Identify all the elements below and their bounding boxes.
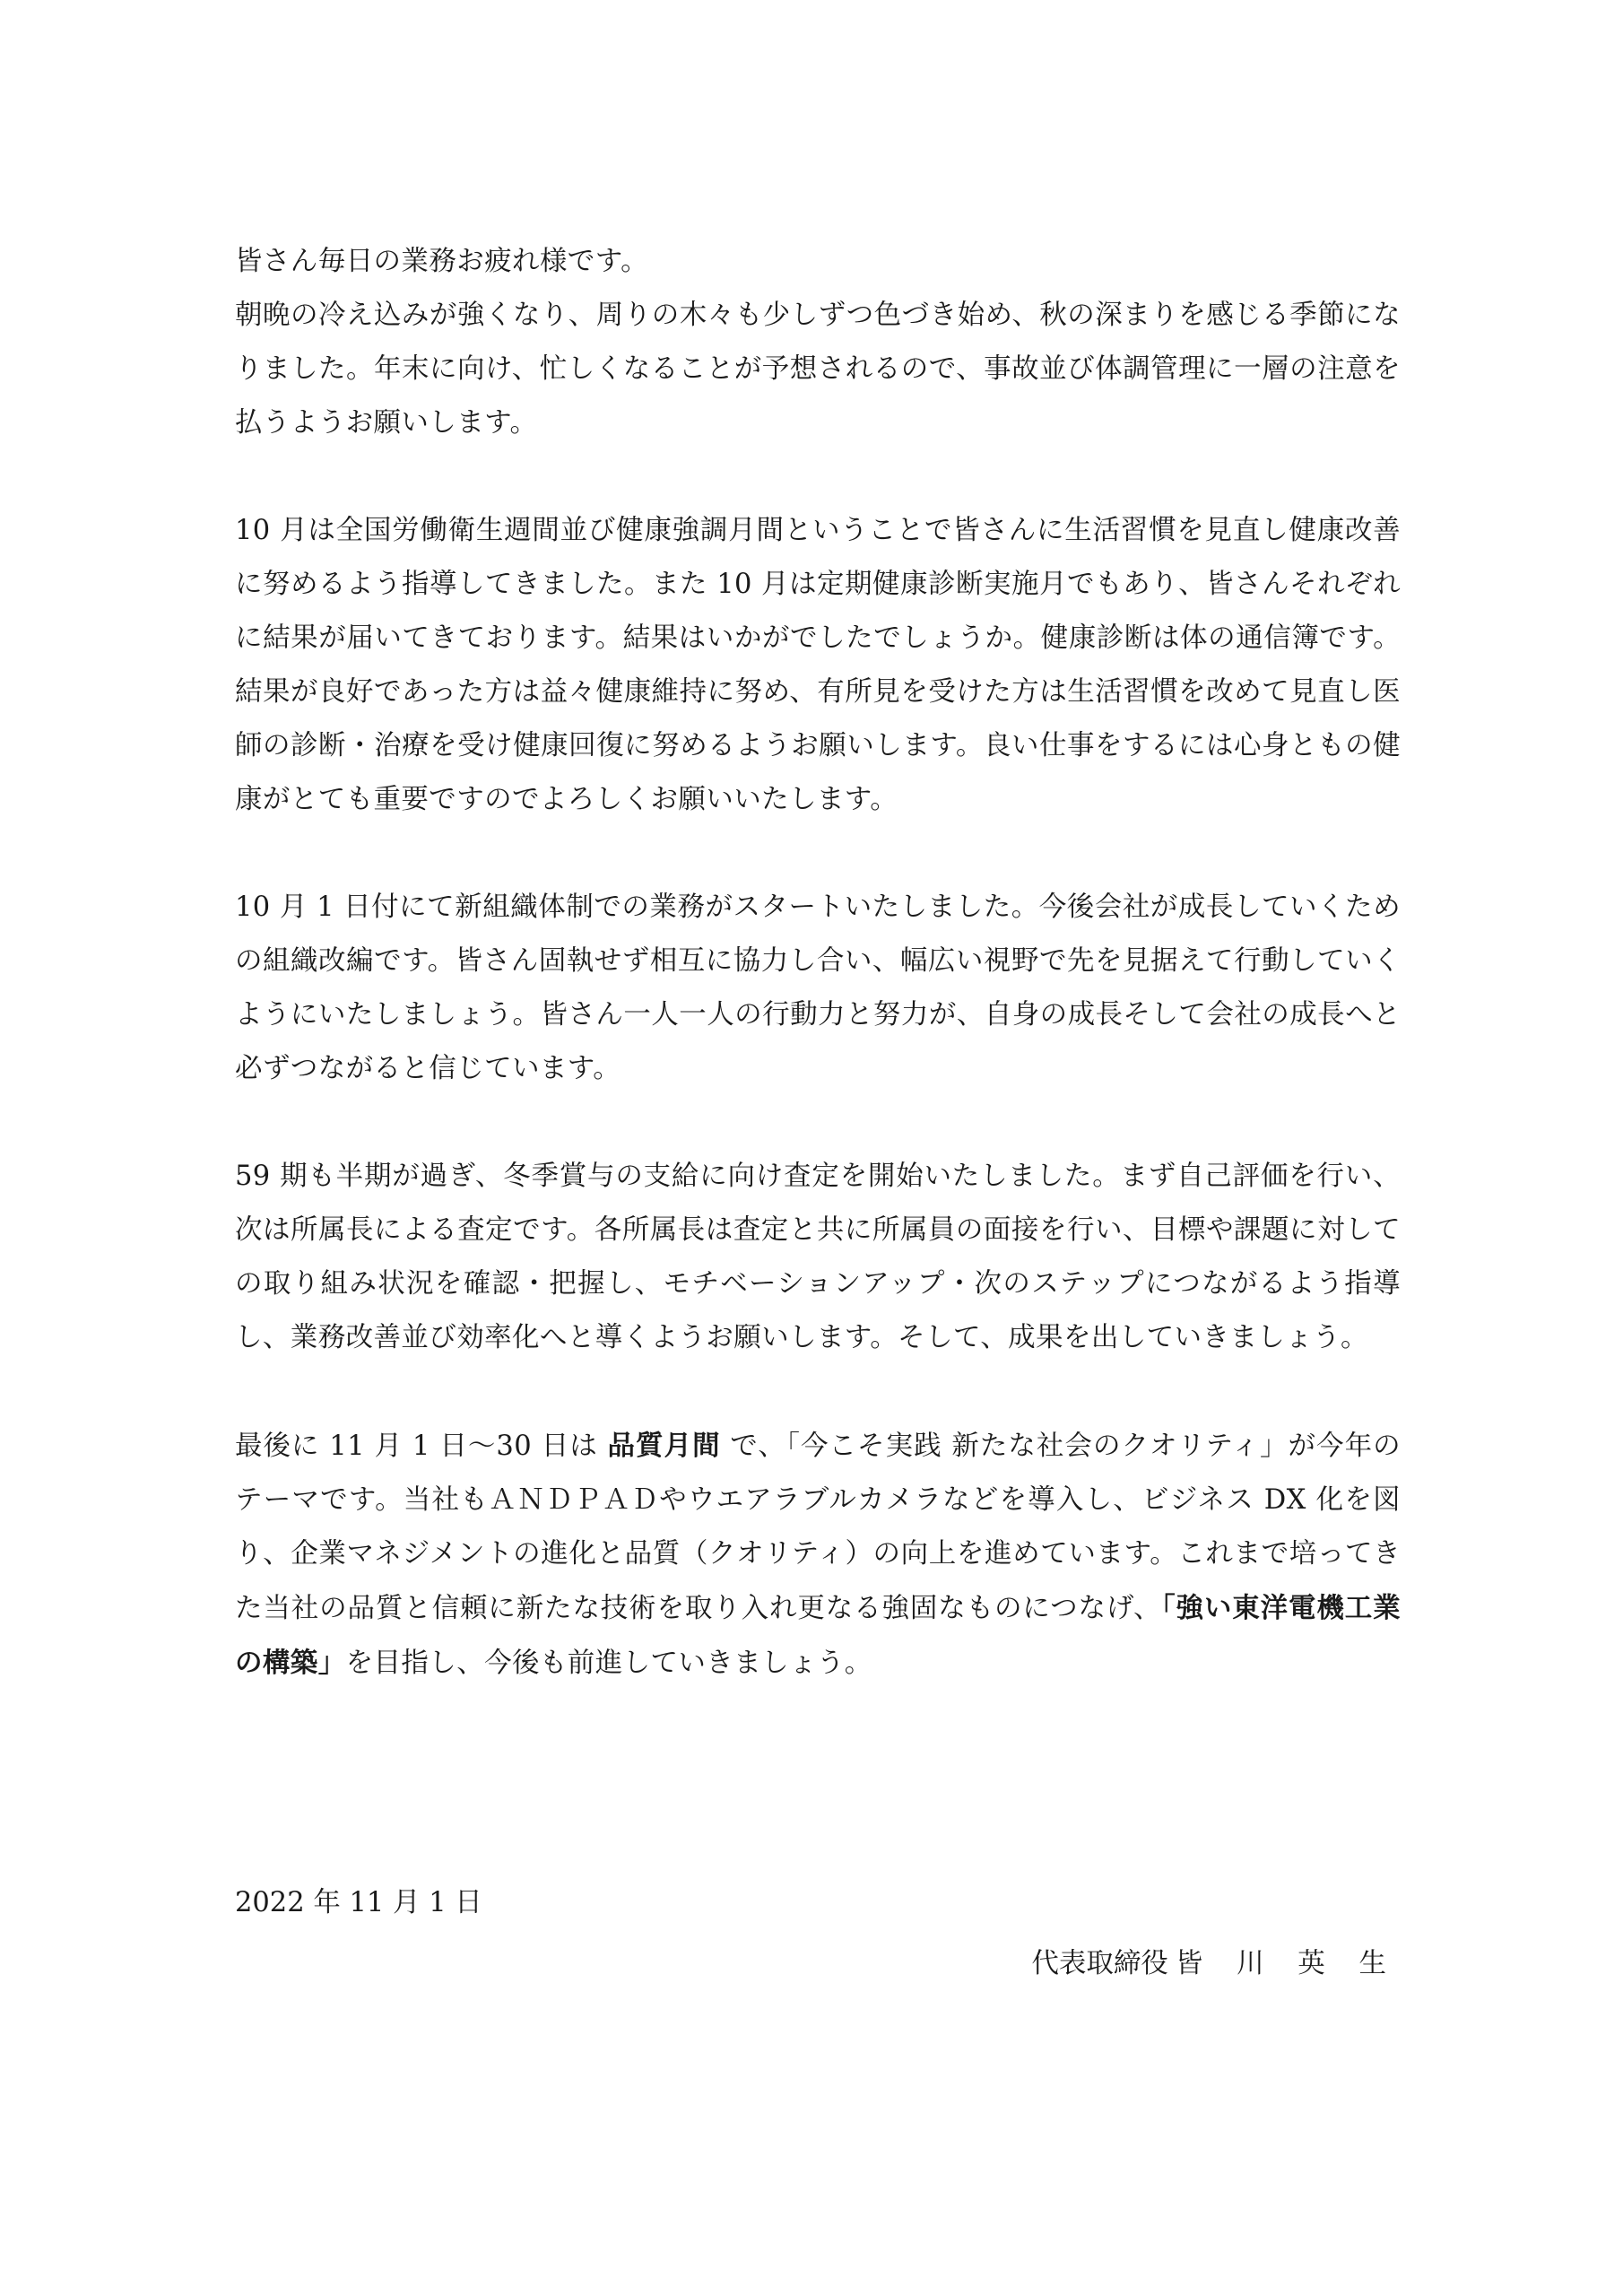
- paragraph-organization: 10 月 1 日付にて新組織体制での業務がスタートいたしました。今後会社が成長していくための組織改編です。皆さん固執せず相互に協力し合い、幅広い視野で先を見据えて行動していくようにいたしましょう。皆さん一人一人の行動力と努力が、自身の成長そして会社の成長へと必ずつながると信じています。: [235, 891, 1401, 1084]
- paragraph-bonus: 59 期も半期が過ぎ、冬季賞与の支給に向け査定を開始いたしました。まず自己評価を行い、次は所属長による査定です。各所属長は査定と共に所属員の面接を行い、目標や課題に対しての取り組み状況を確認・把握し、モチベーションアップ・次のステップにつながるよう指導し、業務改善並び効率化へと導くようお願いします。そして、成果を出していきましょう。: [235, 1161, 1401, 1353]
- season-line: 朝晩の冷え込みが強くなり、周りの木々も少しずつ色づき始め、秋の深まりを感じる季節になりました。年末に向け、忙しくなることが予想されるので、事故並び体調管理に一層の注意を払うようお願いします。: [235, 300, 1401, 439]
- greeting-line: 皆さん毎日の業務お疲れ様です。: [235, 246, 649, 277]
- paragraph-health: 10 月は全国労働衛生週間並び健康強調月間ということで皆さんに生活習慣を見直し健康改善に努めるよう指導してきました。また 10 月は定期健康診断実施月でもあり、皆さんそれぞれに結果が届いてきております。結果はいかがでしたでしょうか。健康診断は体の通信簿です。結果が良好であった方は益々健康維持に努め、有所見を受けた方は生活習慣を改めて見直し医師の診断・治療を受け健康回復に努めるようお願いします。良い仕事をするには心身ともの健康がとても重要ですのでよろしくお願いいたします。: [235, 515, 1401, 815]
- letter-date: 2022 年 11 月 1 日: [235, 1887, 482, 1918]
- paragraph-quality: [235, 1419, 1401, 1691]
- signature-title: 代表取締役: [1031, 1948, 1168, 1979]
- quality-text-1: 最後に 11 月 1 日～30 日は: [235, 1431, 608, 1462]
- signature-name: 皆 川 英 生: [1175, 1948, 1399, 1979]
- quality-month-label: 品質月間: [607, 1430, 721, 1462]
- quality-text-2: で、「今こそ実践 新たな社会のクオリティ」が今年のテーマです。当社もＡＮＤＰＡＤやウエアラブルカメラなどを導入し、ビジネス DX 化を図り、企業マネジメントの進化と品質（クオリティ）の向上を進めています。これまで培ってきた当社の品質と信頼に新たな技術を取り入れ更なる強固なものにつなげ、: [235, 1431, 1401, 1624]
- company-goal-label: 「強い東洋電機工業の構築」: [235, 1592, 1401, 1679]
- signature: [1031, 1937, 1399, 1991]
- letter-body: [235, 235, 1401, 1691]
- paragraph-greeting: [235, 235, 1401, 450]
- quality-text-3: を目指し、今後も前進していきましょう。: [345, 1648, 872, 1679]
